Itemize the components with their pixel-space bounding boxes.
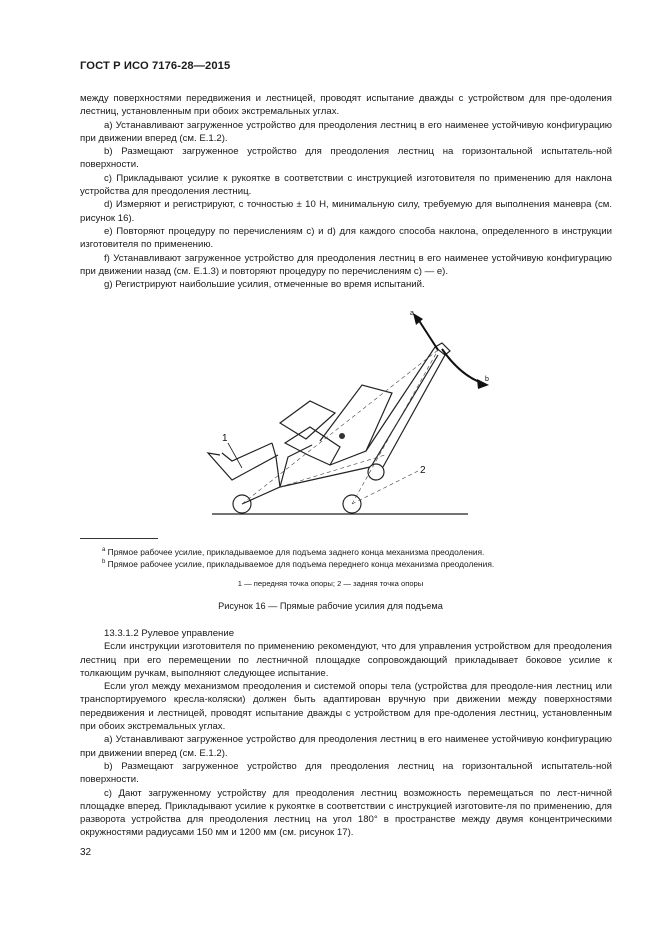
figure-16 [180, 305, 500, 525]
leader-1 [228, 443, 242, 468]
document-header: ГОСТ Р ИСО 7176-28—2015 [80, 60, 231, 72]
leader-2 [352, 471, 418, 504]
list-item-b: b) Размещают загруженное устройство для преодоления лестниц на горизонтальной испытатель-ной поверхности. [80, 760, 612, 786]
footnote-mark-a: a [102, 547, 106, 553]
footnote-a [102, 545, 484, 558]
label-2: 2 [420, 465, 426, 476]
backrest-cushion [280, 401, 335, 439]
footnote-mark-b: b [102, 559, 106, 565]
list-item-f: f) Устанавливают загруженное устройство для преодоления лестниц в его наименее устойчивую конфигурацию при движении назад (см. Е.1.3) и повторяют процедуру по перечислениям c) — e). [80, 252, 612, 277]
list-item-c: c) Дают загруженному устройству для преодоления лестниц возможность перемещаться по лест-ничной площадке вперед. Прикладывают усилие к рукоятке в соответствии с инструкцией изготовите-ля по применению, для разворота устройства для преодоления лестниц на угол 180° в пространстве между двумя концентрическими окружностями радиусами 150 мм и 1200 мм (см. рисунок 17). [80, 787, 612, 839]
footnote-text-a: Прямое рабочее усилие, прикладываемое для подъема заднего конца механизма преодоления. [105, 546, 485, 557]
bottom-text-block [80, 627, 612, 840]
label-b: b [485, 376, 489, 383]
center-of-gravity-marker [339, 433, 345, 439]
footnote-divider [80, 538, 158, 539]
list-item-b: b) Размещают загруженное устройство для преодоления лестниц на горизонтальной испытатель-ной поверхности. [80, 146, 612, 171]
page-number: 32 [80, 847, 92, 858]
list-item-a: a) Устанавливают загруженное устройство для преодоления лестниц в его наименее устойчивую конфигурацию при движении вперед (см. Е.1.2). [80, 734, 612, 759]
climber-frame [366, 347, 445, 467]
footnote-b [102, 557, 494, 570]
paragraph: между поверхностями передвижения и лестницей, проводят испытание дважды с устройством для пре-одоления лестниц, установленным при обоих экстремальных углах. [80, 93, 612, 118]
list-item-d: d) Измеряют и регистрируют, с точностью ± 10 Н, минимальную силу, требуемую для выполнения маневра (см. рисунок 16). [80, 199, 612, 224]
figure-legend: 1 — передняя точка опоры; 2 — задняя точка опоры [237, 579, 424, 588]
list-item-e: e) Повторяют процедуру по перечислениям c) и d) для каждого способа наклона, определенного в инструкции изготовителя по применению. [80, 225, 612, 251]
section-heading: 13.3.1.2 Рулевое управление [104, 628, 235, 639]
climbing-wheel [368, 464, 384, 480]
force-arrow-a [418, 319, 438, 350]
paragraph: Если угол между механизмом преодоления и системой опоры тела (устройства для преодоле-ния лестниц или транспортируемого кресла-коляски) должен быть адаптирован вручную при движении между поверхностями передвижения и лестницей, проводят испытание дважды с устройством для пре-одоления лестниц, установленным при обоих экстремальных углах. [80, 681, 612, 733]
figure-caption: Рисунок 16 — Прямые рабочие усилия для подъема [218, 601, 443, 611]
footnote-text-b: Прямое рабочее усилие, прикладываемое для подъема переднего конца механизма преодоления. [105, 558, 495, 569]
paragraph: Если инструкции изготовителя по применению рекомендуют, что для управления устройством для преодоления лестниц при его перемещении по лестничной площадке сопровождающий прикладывает боковое усилие к толкающим ручкам, выполняют следующее испытание. [80, 641, 612, 679]
stair-climber-drawing [180, 305, 500, 525]
seat-back [320, 385, 392, 465]
label-a: a [410, 310, 414, 317]
label-1: 1 [222, 433, 228, 444]
list-item-a: a) Устанавливают загруженное устройство для преодоления лестниц в его наименее устойчивую конфигурацию при движении вперед (см. Е.1.2). [80, 119, 612, 144]
force-arrow-b [442, 349, 482, 383]
list-item-g: g) Регистрируют наибольшие усилия, отмеченные во время испытаний. [104, 279, 425, 291]
top-text-block [80, 92, 612, 291]
list-item-c: c) Прикладывают усилие к рукоятке в соответствии с инструкцией изготовителя по применению для наклона устройства для преодоления лестниц. [80, 172, 612, 198]
lower-frame [242, 467, 370, 504]
